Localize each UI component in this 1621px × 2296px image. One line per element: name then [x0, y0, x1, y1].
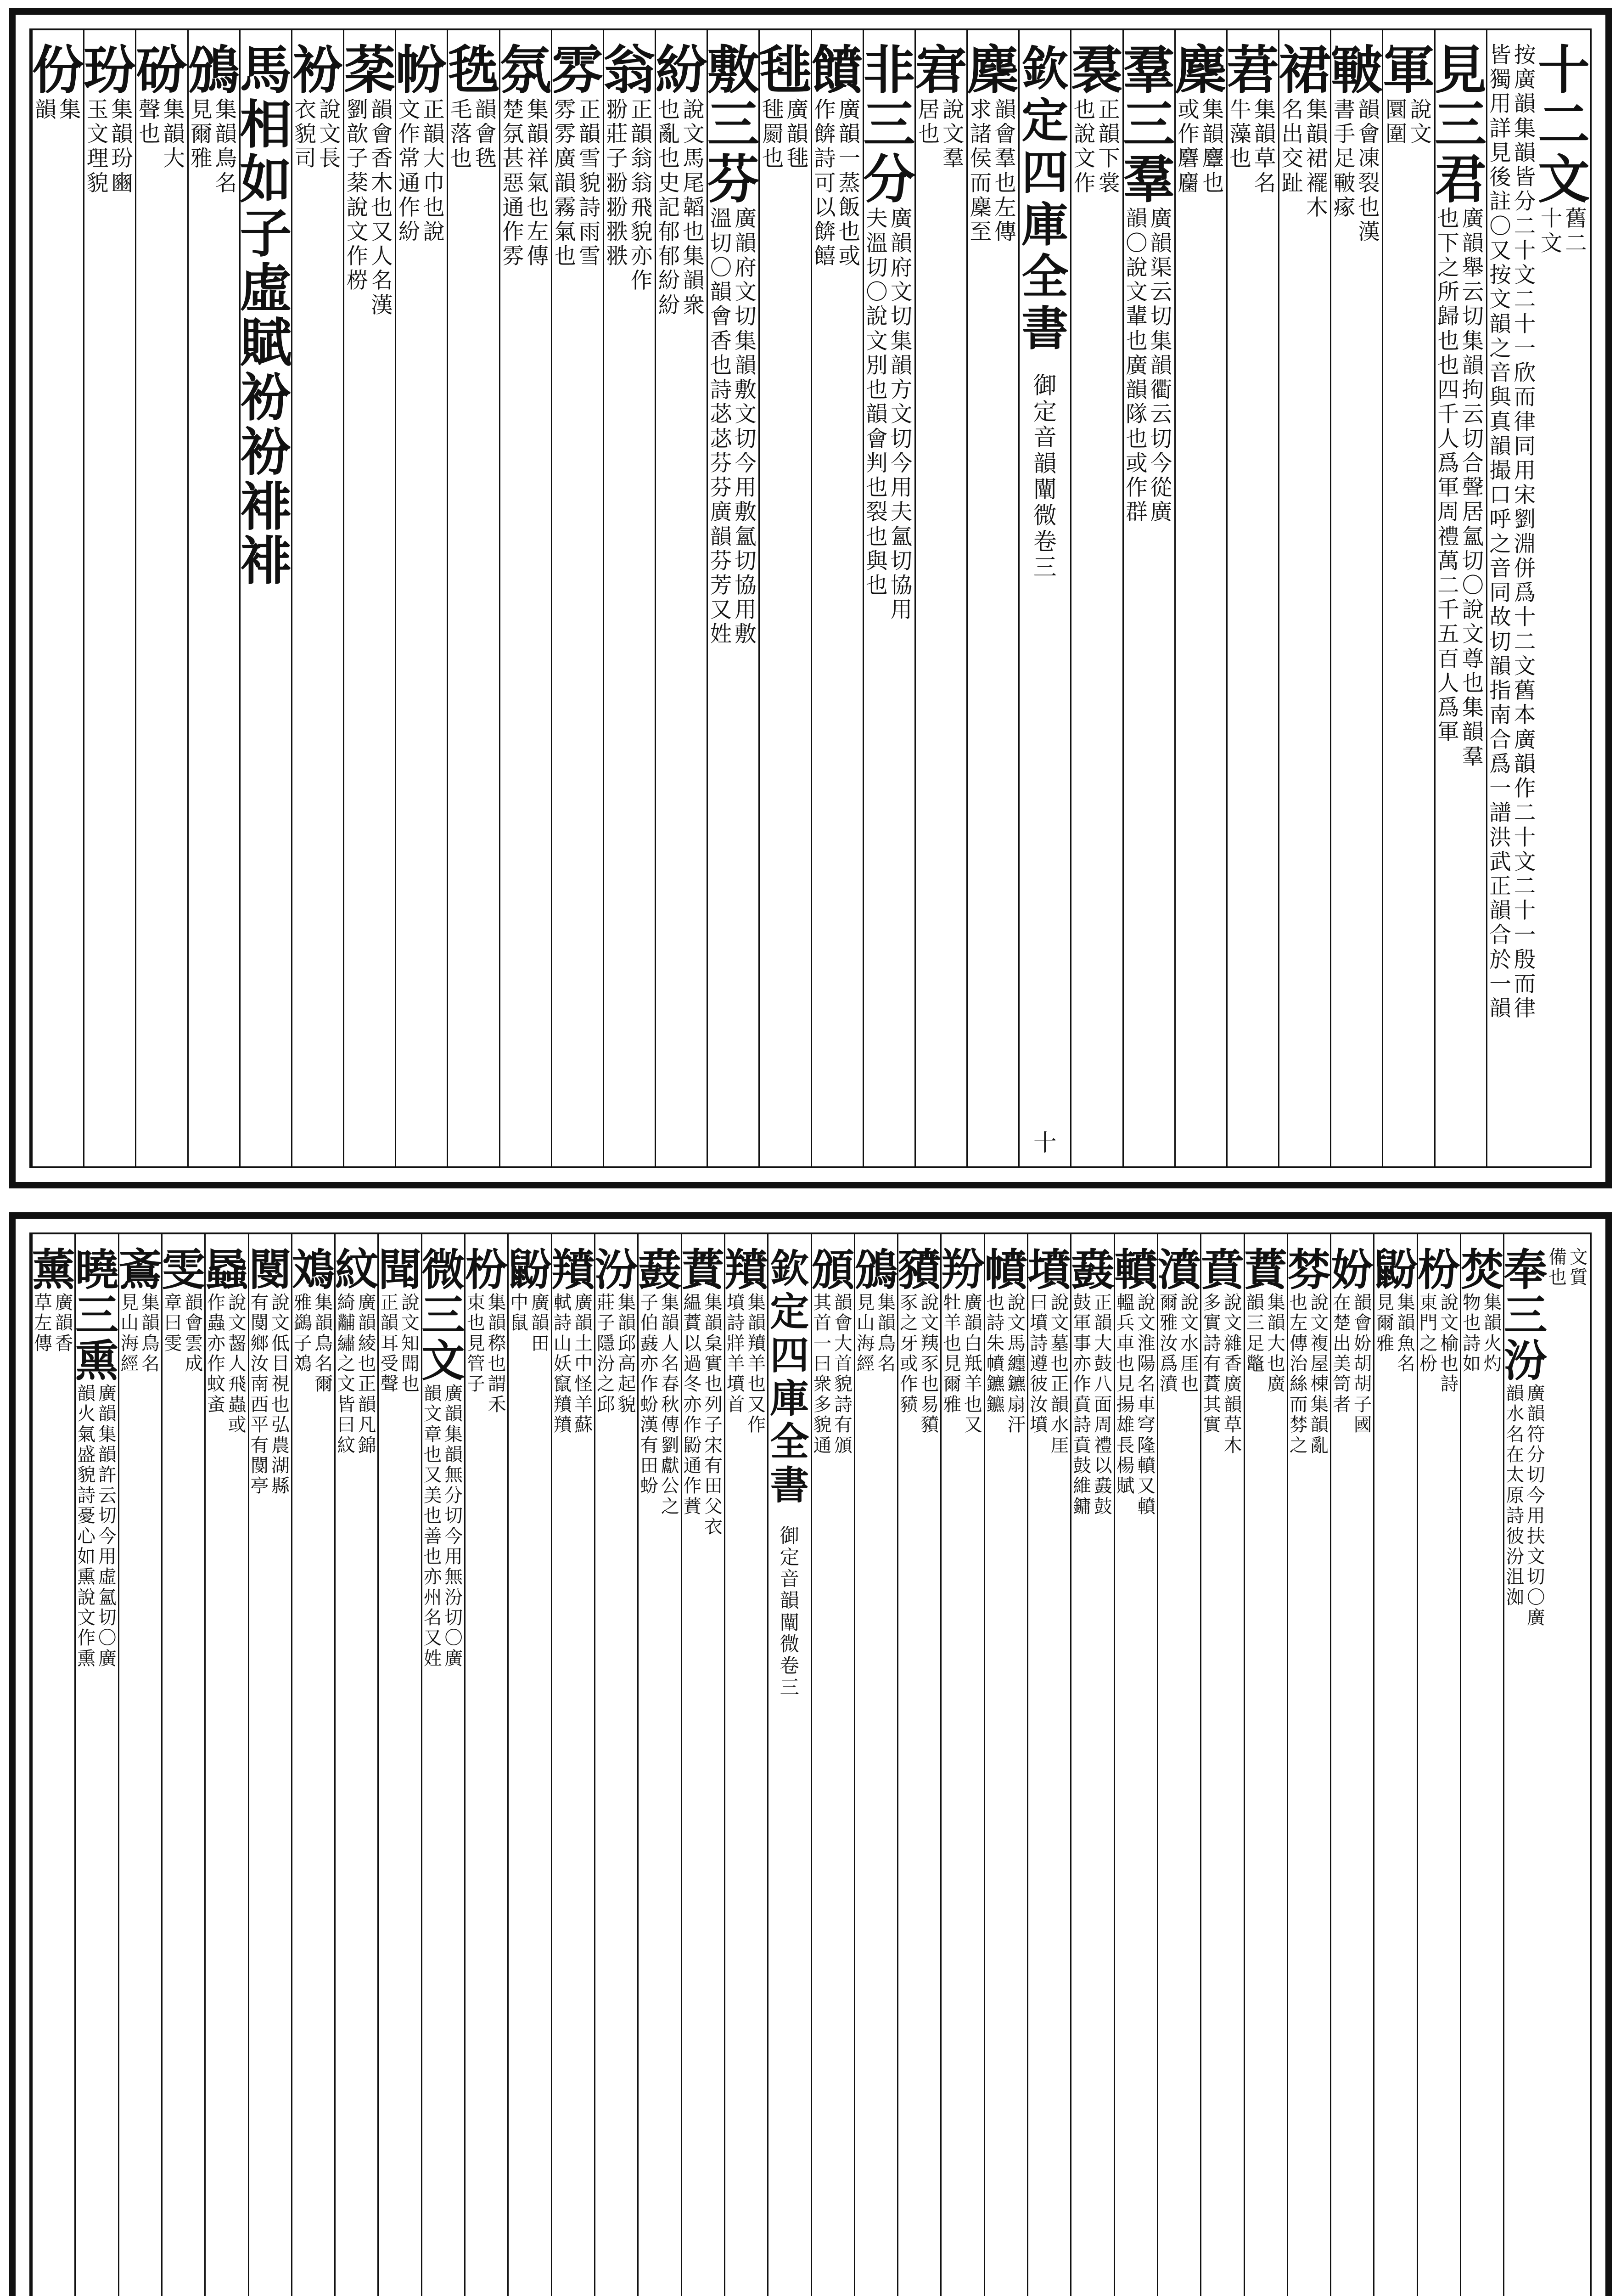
bottom-column [1460, 1234, 1503, 2296]
top-column [1174, 30, 1226, 1166]
headword: 皸 [1330, 39, 1383, 101]
top-column [966, 30, 1018, 1166]
annotation-text: 集 韻 裙 襬 木 名 出 交 趾 [1281, 97, 1328, 220]
annotation-text: 集 韻 火 灼 物 也 詩 如 [1463, 1292, 1502, 1375]
bottom-column [811, 1234, 854, 2296]
top-column [655, 30, 707, 1166]
band-title: 欽 定 四 庫 全 書 [770, 1246, 809, 1508]
bottom-column [507, 1234, 550, 2296]
top-column [447, 30, 499, 1166]
headword: 紛 [655, 39, 707, 101]
annotation-text: 說 文 低 目 視 也 弘 農 湖 縣 有 閺 鄉 汝 南 西 平 有 閺 亭 [250, 1292, 290, 1497]
headword: 奉 三 汾 [1503, 1244, 1548, 1387]
headword: 汾 [595, 1244, 638, 1295]
headword: 砏 [135, 39, 188, 101]
headword: 聞 [378, 1244, 422, 1295]
annotation-text: 廣 韻 府 文 切 集 韻 方 文 切 今 用 夫 氳 切 協 用 夫 溫 切 〇 說 文 別 也 韻 會 判 也 裂 也 與 也 [866, 206, 913, 623]
annotation-text: 集 韻 祥 氣 也 左 傳 楚 氛 甚 惡 通 作 雰 [502, 97, 549, 270]
bottom-column [248, 1234, 291, 2296]
band-subtitle: 御 定 音 韻 闡 微 卷 三 [1033, 372, 1057, 582]
annotation-text: 韻 會 妢 胡 胡 子 國 在 楚 出 美 笥 者 [1333, 1292, 1372, 1436]
headword: 賁 [1200, 1244, 1245, 1295]
bottom-column [1287, 1234, 1330, 2296]
headword: 羣 三 羣 [1123, 39, 1175, 210]
top-column [758, 30, 810, 1166]
bottom-column [767, 1234, 810, 2296]
annotation-text: 集 韻 鳥 名 見 山 海 經 [120, 1292, 160, 1375]
annotation-text: 說 文 墓 也 正 韻 水 厓 曰 墳 詩 遵 彼 汝 墳 [1030, 1292, 1069, 1456]
bottom-column [118, 1234, 161, 2296]
top-column [1018, 30, 1070, 1166]
bottom-page-columns [29, 1232, 1592, 2296]
annotation-text: 韻 會 羣 也 左 傳 求 諸 侯 而 麇 至 [970, 97, 1016, 245]
bottom-column [291, 1234, 334, 2296]
headword: 棻 [343, 39, 396, 101]
annotation-text: 韻 會 香 木 也 又 人 名 漢 劉 歆 子 棻 說 文 作 梤 [346, 97, 393, 318]
headword: 鳻 [854, 1244, 898, 1295]
annotation-text: 集 韻 枲 實 也 列 子 宋 有 田 父 衣 緼 蕡 以 過 冬 亦 作 鼢 通 作 蕡 [683, 1292, 723, 1537]
annotation-text: 韻 會 毨 毛 落 也 [450, 97, 497, 172]
annotation-text: 說 文 雜 香 廣 韻 草 木 多 實 詩 有 蕡 其 實 [1203, 1292, 1242, 1456]
top-column [343, 30, 395, 1166]
annotation-text: 集 韻 大 也 廣 韻 三 足 鼈 [1246, 1292, 1285, 1395]
top-column [83, 30, 135, 1166]
bottom-column [31, 1234, 74, 2296]
headword: 裙 [1279, 39, 1331, 101]
headword: 羵 [551, 1244, 595, 1295]
bottom-column [1157, 1234, 1200, 2296]
top-column [1486, 30, 1538, 1166]
bottom-column [1503, 1234, 1546, 2296]
bottom-column [74, 1234, 118, 2296]
headword: 鼢 [1374, 1244, 1418, 1295]
bottom-column [421, 1234, 464, 2296]
headword: 頒 [811, 1244, 855, 1295]
annotation-text: 廣 韻 集 韻 許 云 切 今 用 虛 氳 切 〇 廣 韻 火 氣 盛 貌 詩 憂 心 如 熏 說 文 作 熏 [77, 1383, 117, 1669]
bottom-column [1027, 1234, 1070, 2296]
top-column [914, 30, 966, 1166]
top-column [603, 30, 655, 1166]
annotation-text: 廣 韻 府 文 切 集 韻 敷 文 切 今 用 敷 氳 切 協 用 敷 溫 切 〇 韻 會 香 也 詩 苾 苾 芬 芬 廣 韻 芬 芳 又 姓 [710, 206, 757, 647]
annotation-text: 說 文 馬 尾 韜 也 集 韻 衆 也 亂 也 史 記 郁 郁 紛 紛 [658, 97, 705, 318]
headword: 豶 [897, 1244, 941, 1295]
headword: 紋 [335, 1244, 378, 1295]
annotation-text: 說 文 淮 陽 名 車 穹 隆 轒 又 轒 轀 兵 車 也 見 揚 雄 長 楊 賦 [1116, 1292, 1155, 1517]
headword: 非 三 分 [863, 39, 915, 210]
annotation-text: 廣 韻 綾 也 正 韻 凡 錦 綺 黼 繡 之 文 皆 曰 紋 [337, 1292, 376, 1456]
annotation-text: 集 韻 鳥 名 見 爾 雅 [191, 97, 237, 196]
headword: 閺 [248, 1244, 292, 1295]
top-column [31, 30, 83, 1166]
headword: 宭 [915, 39, 967, 101]
annotation-text: 集 韻 鳥 名 爾 雅 鷁 子 鳼 [293, 1292, 333, 1395]
headword: 墳 [1027, 1244, 1071, 1295]
annotation-text: 廣 韻 香 草 左 傳 [34, 1292, 73, 1354]
annotation-text: 正 韻 大 巾 也 說 文 作 常 通 作 紛 [398, 97, 445, 245]
headword: 妢 [1330, 1244, 1374, 1295]
annotation-text: 說 文 長 衣 貌 司 [294, 97, 341, 172]
headword: 饙 [811, 39, 864, 101]
annotation-text: 廣 韻 渠 云 切 集 韻 衢 云 切 今 從 廣 韻 〇 說 文 輩 也 廣 韻 隊 也 或 作 群 [1126, 206, 1172, 525]
top-column [1538, 30, 1590, 1166]
headword: 軍 [1382, 39, 1435, 101]
annotation-text: 廣 韻 一 蒸 飯 也 或 作 餴 詩 可 以 餴 饎 [814, 97, 861, 270]
headword: 裠 [1071, 39, 1123, 101]
annotation-text: 韻 會 雲 成 章 曰 雯 [163, 1292, 203, 1375]
annotation-text: 集 韻 大 聲 也 [138, 97, 185, 172]
headword: 濆 [1157, 1244, 1201, 1295]
annotation-text: 正 韻 大 鼓 八 面 周 禮 以 鼖 鼓 鼓 軍 事 亦 作 賁 詩 賁 鼓 維 鏞 [1073, 1292, 1112, 1517]
bottom-column [681, 1234, 724, 2296]
annotation-text: 集 韻 魚 名 見 爾 雅 [1376, 1292, 1415, 1375]
headword: 焚 [1460, 1244, 1504, 1295]
annotation-text: 說 文 羠 豕 也 易 豶 豕 之 牙 或 作 豮 [900, 1292, 939, 1436]
headword: 鼖 [1071, 1244, 1115, 1295]
headword: 蕡 [1244, 1244, 1288, 1295]
top-column [1070, 30, 1122, 1166]
annotation-text: 說 文 齧 人 飛 蟲 或 作 蟲 亦 作 蚊 蚉 [207, 1292, 247, 1436]
annotation-text: 廣 韻 毴 毴 罽 也 [762, 97, 808, 172]
headword: 幩 [984, 1244, 1028, 1295]
headword: 薰 [32, 1244, 75, 1295]
bottom-column [637, 1234, 680, 2296]
top-column [551, 30, 603, 1166]
headword: 玢 [84, 39, 136, 101]
annotation-text: 說 文 圜 圍 [1385, 97, 1432, 147]
top-column [187, 30, 239, 1166]
headword: 鳻 [188, 39, 240, 101]
headword: 莙 [1227, 39, 1279, 101]
annotation-text: 集 韻 [34, 97, 81, 123]
top-page-columns [29, 28, 1592, 1168]
bottom-column [940, 1234, 983, 2296]
annotation-text: 集 韻 麞 也 或 作 麏 麕 [1178, 97, 1224, 196]
headword: 雰 [551, 39, 604, 101]
top-column [863, 30, 914, 1166]
headword: 枌 [1417, 1244, 1461, 1295]
headword: 蕡 [681, 1244, 725, 1295]
headword: 敷 三 芬 [707, 39, 759, 210]
bottom-page [9, 1212, 1612, 2296]
headword: 羵 [724, 1244, 768, 1295]
bottom-column [204, 1234, 247, 2296]
annotation-text: 廣 韻 白 羝 羊 也 又 牡 羊 也 見 爾 雅 [943, 1292, 982, 1436]
annotation-text: 集 韻 玢 豳 玉 文 理 貌 [86, 97, 133, 196]
bottom-column [1373, 1234, 1416, 2296]
annotation-text: 說 文 複 屋 棟 集 韻 亂 也 左 傳 治 絲 而 棼 之 [1289, 1292, 1329, 1456]
headword: 枌 [465, 1244, 508, 1295]
annotation-text: 正 韻 下 裳 也 說 文 作 [1073, 97, 1120, 196]
headword: 毴 [759, 39, 812, 101]
headword: 雯 [162, 1244, 205, 1295]
bottom-column [551, 1234, 594, 2296]
annotation-text: 說 文 馬 纏 鑣 扇 汗 也 詩 朱 幩 鑣 鑣 [986, 1292, 1026, 1436]
annotation-text: 廣 韻 田 中 鼠 [510, 1292, 550, 1354]
bottom-column [161, 1234, 204, 2296]
headword: 鴍 [118, 1244, 162, 1295]
annotation-text: 說 文 水 厓 也 爾 雅 汝 爲 濆 [1160, 1292, 1199, 1395]
headword: 蟁 [205, 1244, 249, 1295]
annotation-text: 集 韻 羵 羊 也 又 作 墳 詩 牂 羊 墳 首 [726, 1292, 766, 1436]
annotation-text: 舊 二 十 文 [1540, 206, 1587, 256]
top-column [1434, 30, 1486, 1166]
headword: 毨 [447, 39, 500, 101]
annotation-text: 文 質 備 也 [1548, 1247, 1588, 1289]
annotation-text: 正 韻 雪 貌 詩 雨 雪 雰 雰 廣 韻 霧 氣 也 [554, 97, 601, 270]
top-column [239, 30, 291, 1166]
top-column [811, 30, 863, 1166]
bottom-column [1070, 1234, 1113, 2296]
band-subtitle: 御 定 音 韻 闡 微 卷 三 [780, 1525, 800, 1699]
annotation-text: 說 文 羣 居 也 [918, 97, 965, 172]
annotation-text: 按 廣 韻 集 韻 皆 分 二 十 文 二 十 一 欣 而 律 同 用 宋 劉 淵 併 爲 十 二 文 舊 本 廣 韻 作 二 十 文 二 十 一 殷 而 律 皆 獨 用 詳 見 後 註 〇 又 按 文 韻 之 音 與 真 韻 撮 口 呼 之 音 同 故 切 韻 指 南 合 爲 一 譜 洪 武 正 韻 合 於 一 韻 [1489, 43, 1536, 1022]
annotation-text: 韻 會 大 首 貌 詩 有 頒 其 首 一 曰 衆 多 貌 通 [813, 1292, 853, 1456]
bottom-column [724, 1234, 767, 2296]
headword: 見 三 君 [1435, 39, 1487, 210]
bottom-column [1330, 1234, 1373, 2296]
bottom-column [854, 1234, 897, 2296]
annotation-text: 廣 韻 土 中 怪 羊 蘇 軾 詩 山 妖 竄 羵 羵 [553, 1292, 593, 1436]
top-column [707, 30, 758, 1166]
headword: 馬 相 如 子 虛 賦 衯 衯 裶 裶 [240, 39, 292, 592]
headword: 衯 [292, 39, 344, 101]
bottom-column [984, 1234, 1027, 2296]
annotation-text: 廣 韻 符 分 切 今 用 扶 文 切 〇 廣 韻 水 名 在 太 原 詩 彼 汾 沮 洳 [1506, 1383, 1545, 1628]
top-column [135, 30, 187, 1166]
top-column [1226, 30, 1278, 1166]
top-column [291, 30, 343, 1166]
headword: 氛 [499, 39, 552, 101]
bottom-column [464, 1234, 507, 2296]
headword: 曉 三 熏 [75, 1244, 119, 1387]
top-column [499, 30, 551, 1166]
bottom-column [1114, 1234, 1157, 2296]
headword: 羒 [941, 1244, 985, 1295]
annotation-text: 廣 韻 舉 云 切 集 韻 拘 云 切 合 聲 居 氳 切 〇 說 文 尊 也 集 韻 羣 也 下 之 所 歸 也 也 四 千 人 爲 軍 周 禮 萬 二 千 五 百 人 爲 軍 [1437, 206, 1484, 770]
headword: 麇 [1175, 39, 1227, 101]
bottom-column [897, 1234, 940, 2296]
annotation-text: 集 韻 邱 高 起 貌 莊 子 隱 汾 之 邱 [597, 1292, 636, 1415]
bottom-column [1547, 1234, 1590, 2296]
top-column [1278, 30, 1330, 1166]
bottom-column [1200, 1234, 1243, 2296]
headword: 鳼 [292, 1244, 335, 1295]
annotation-text: 廣 韻 集 韻 無 分 切 今 用 無 汾 切 〇 廣 韻 文 章 也 又 美 也 善 也 亦 州 名 又 姓 [423, 1383, 463, 1669]
headword: 棼 [1287, 1244, 1331, 1295]
headword: 帉 [395, 39, 448, 101]
headword: 麇 [967, 39, 1019, 101]
annotation-text: 正 韻 翁 翁 飛 貌 亦 作 翂 莊 子 翂 翂 翐 翐 [606, 97, 653, 294]
top-column [1122, 30, 1174, 1166]
bottom-column [377, 1234, 421, 2296]
headword: 份 [32, 39, 84, 101]
top-column [1382, 30, 1434, 1166]
headword: 翁 [603, 39, 656, 101]
bottom-column [334, 1234, 377, 2296]
bottom-column [594, 1234, 637, 2296]
headword: 鼢 [508, 1244, 552, 1295]
annotation-text: 韻 會 凍 裂 也 漢 書 手 足 皸 瘃 [1333, 97, 1380, 245]
bottom-column [1417, 1234, 1460, 2296]
headword: 十 二 文 [1537, 39, 1590, 210]
annotation-text: 說 文 榆 也 詩 東 門 之 枌 [1419, 1292, 1459, 1395]
top-column [395, 30, 447, 1166]
annotation-text: 集 韻 穄 也 謂 禾 束 也 見 管 子 [467, 1292, 506, 1415]
annotation-text: 說 文 知 聞 也 正 韻 耳 受 聲 [380, 1292, 420, 1395]
bottom-column [1244, 1234, 1287, 2296]
top-column [1330, 30, 1382, 1166]
headword: 轒 [1114, 1244, 1158, 1295]
band-page-number: 十 [1033, 1130, 1057, 1157]
headword: 微 三 文 [421, 1244, 465, 1387]
annotation-text: 集 韻 鳥 名 見 山 海 經 [856, 1292, 896, 1375]
band-title: 欽 定 四 庫 全 書 [1021, 41, 1069, 356]
annotation-text: 集 韻 草 名 牛 藻 也 [1229, 97, 1276, 196]
top-page [9, 8, 1612, 1188]
annotation-text: 集 韻 人 名 春 秋 傳 劉 獻 公 之 子 伯 鼖 亦 作 蚡 漢 有 田 蚡 [640, 1292, 679, 1517]
headword: 鼖 [638, 1244, 682, 1295]
